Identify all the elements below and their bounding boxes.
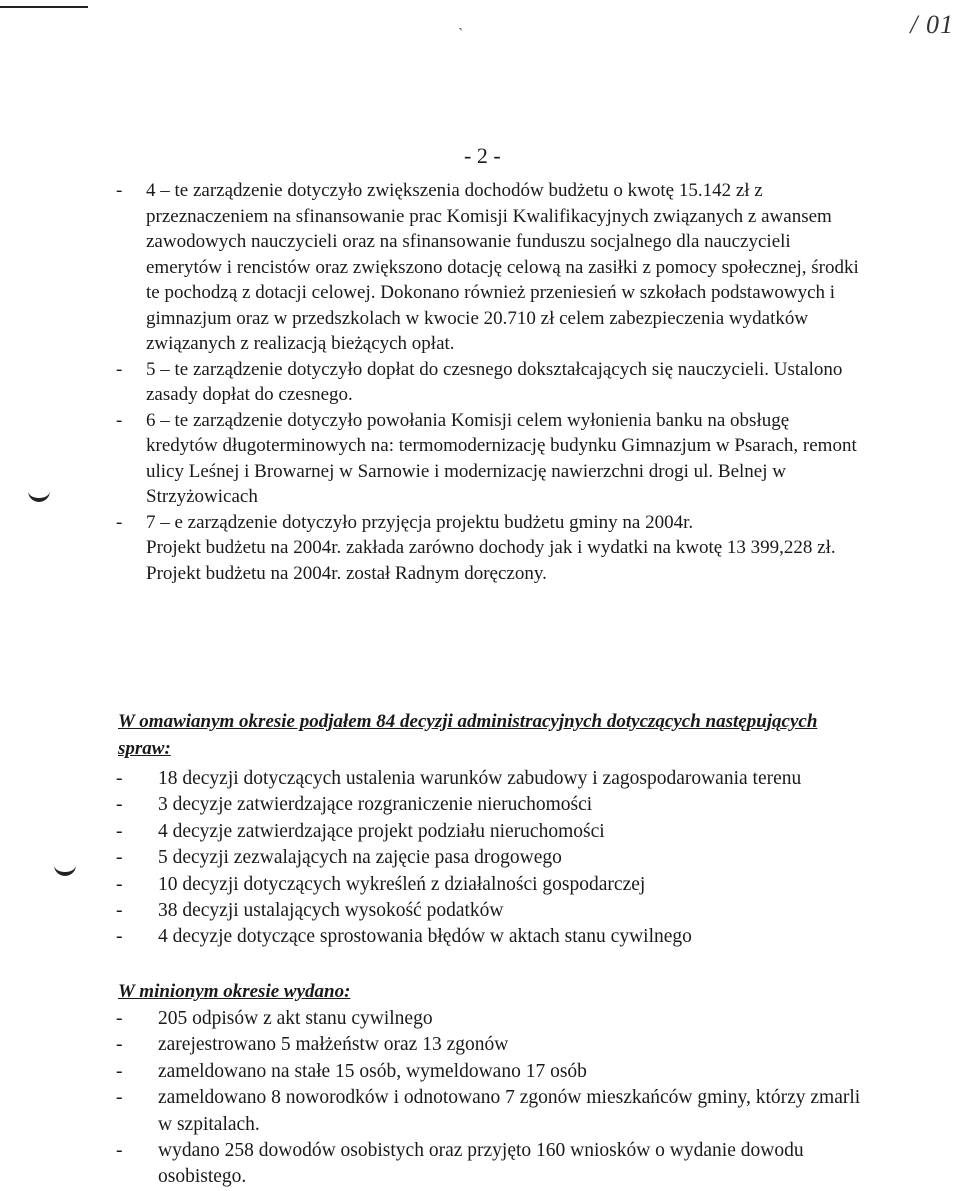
item-text: 4 decyzje dotyczące sprostowania błędów w aktach stanu cywilnego [158,926,692,948]
list-item [116,1006,876,1032]
decisions-heading: W omawianym okresie podjałem 84 decyzji administracyjnych dotyczących następujących spraw: [118,711,818,759]
corner-page-mark: / 01 [910,10,954,39]
list-item [116,1032,876,1058]
item-text: 38 decyzji ustalających wysokość podatków [158,900,504,922]
list-item [116,1059,876,1085]
list-item [116,872,876,898]
list-dash: - [116,1060,123,1082]
item-text: zameldowano 8 noworodków i odnotowano 7 zgonów mieszkańców gminy, którzy zmarli w szpitalach. [158,1087,861,1135]
list-item [116,924,876,950]
list-item [116,766,876,792]
list-dash: - [116,1008,123,1029]
list-dash: - [116,847,123,869]
top-rule [0,6,88,8]
list-item [116,792,876,818]
list-item [116,898,876,924]
list-dash: - [116,900,123,922]
list-item [116,510,860,536]
issued-heading: W minionym okresie wydano: [118,981,351,1002]
list-item [116,1085,876,1138]
list-dash: - [116,768,123,789]
list-dash: - [116,409,123,431]
item-text: 3 decyzje zatwierdzające rozgraniczenie nieruchomości [158,794,593,816]
item-text: 7 – e zarządzenie dotyczyło przyjęcja projektu budżetu gminy na 2004r. [146,511,694,533]
list-dash: - [116,926,123,948]
list-item [116,845,876,871]
list-dash: - [116,794,123,816]
item-text: zarejestrowano 5 małżeństw oraz 13 zgonów [158,1034,509,1056]
margin-mark [54,862,76,876]
list-dash: - [116,873,123,895]
item-text: 4 – te zarządzenie dotyczyło zwiększenia dochodów budżetu o kwotę 15.142 zł z przeznaczeniem na sfinansowanie prac Komisji Kwalifikacyjnych związanych z awansem zawodowych nauczycieli oraz na sfinansowanie funduszu socjalnego dla nauczycieli emerytów i rencistów oraz zwiększono dotację celową na zasiłki z pomocy społecznej, środki te pochodzą z dotacji celowej. Dokonano również przeniesień w szkołach podstawowych i gimnazjum oraz w przedszkolach w kwocie 20.710 zł celem zabezpieczenia wydatków związanych z realizacją bieżących opłat. [146,180,859,354]
decisions-list [116,766,876,951]
list-item [116,357,860,408]
item-text: 5 decyzji zezwalających na zajęcie pasa drogowego [158,847,562,869]
item-text: 205 odpisów z akt stanu cywilnego [158,1008,433,1029]
item-text: 6 – te zarządzenie dotyczyło powołania Komisji celem wyłonienia banku na obsługę kredytów długoterminowych na: termomodernizację budynku Gimnazjum w Psarach, remont ulicy Leśnej i Browarnej w Sarnowie i modernizację nawierzchni drogi ul. Belnej w Strzyżowicach [146,409,857,507]
margin-mark [28,488,50,502]
list-dash: - [116,820,123,842]
list-item [116,819,876,845]
item-text: 5 – te zarządzenie dotyczyło dopłat do czesnego dokształcających się nauczycieli. Ustalono zasady dopłat do czesnego. [146,358,843,405]
budget-paragraph: Projekt budżetu na 2004r. zakłada zarówno dochody jak i wydatki na kwotę 13 399,228 zł. [146,537,836,558]
list-dash: - [116,1034,123,1056]
list-item [116,178,860,357]
list-dash: - [116,358,123,380]
list-item [116,1138,876,1191]
item-text: 10 decyzji dotyczących wykreśleń z działalności gospodarczej [158,873,646,895]
item-text: 18 decyzji dotyczących ustalenia warunków zabudowy i zagospodarowania terenu [158,768,802,789]
item-text: 4 decyzje zatwierdzające projekt podziału nieruchomości [158,820,605,842]
list-dash: - [116,1140,123,1162]
list-item [116,408,860,510]
issued-list [116,1006,876,1191]
section-ordinances [116,178,860,586]
item-text: zameldowano na stałe 15 osób, wymeldowano 17 osób [158,1060,587,1082]
list-dash: - [116,511,123,533]
item-text: wydano 258 dowodów osobistych oraz przyjęto 160 wniosków o wydanie dowodu osobistego. [158,1140,804,1188]
page-number: - 2 - [464,143,501,168]
budget-delivery-paragraph: Projekt budżetu na 2004r. został Radnym doręczony. [146,562,547,584]
stray-mark: ` [458,26,464,43]
list-dash: - [116,180,123,201]
list-dash: - [116,1087,123,1109]
